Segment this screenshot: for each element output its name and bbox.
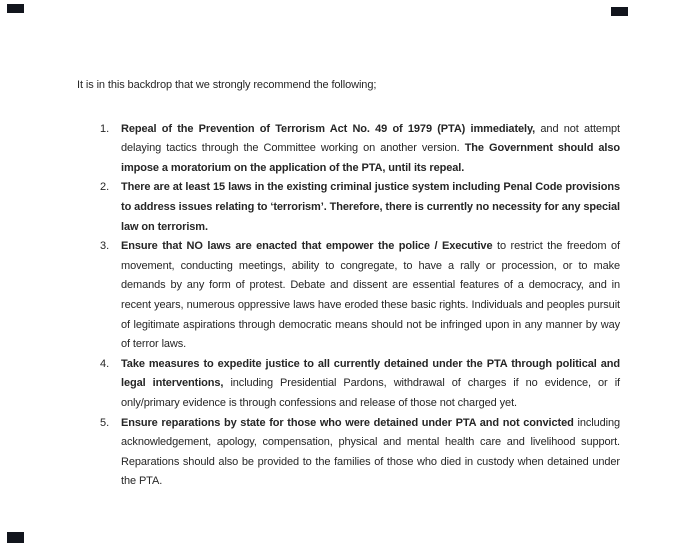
redaction-mark-top-right: [611, 7, 628, 16]
redaction-mark-top-left: [7, 4, 24, 13]
list-item-number: 4.: [100, 357, 110, 370]
list-item-text: [121, 120, 620, 179]
bold-text-run: The Government should also impose a moratorium on the application of the PTA, until its repeal.: [121, 142, 620, 174]
list-item-text: [121, 178, 620, 237]
list-item-text: [121, 237, 620, 355]
text-run: including acknowledgement, apology, compensation, physical and mental health care and livelihood support. Reparations should also be provided to the families of those who died in custody when detained under the PTA.: [121, 416, 620, 488]
list-item: [100, 414, 700, 492]
list-item-number: 3.: [100, 240, 110, 253]
recommendations-list: [0, 120, 700, 492]
bold-text-run: Ensure reparations by state for those who were detained under PTA and not convicted: [121, 416, 574, 429]
list-item-text: [121, 355, 620, 414]
bold-text-run: Repeal of the Prevention of Terrorism Act No. 49 of 1979 (PTA) immediately,: [121, 122, 536, 135]
list-item-number: 1.: [100, 122, 110, 135]
document-content: [0, 76, 700, 492]
list-item: [100, 120, 700, 179]
bold-text-run: Take measures to expedite justice to all currently detained under the PTA through political and legal interventions,: [121, 357, 620, 390]
list-item-text: [121, 414, 620, 492]
list-item: [100, 355, 700, 414]
list-item-number: 5.: [100, 416, 110, 429]
text-run: and not attempt delaying tactics through the Committee working on another version.: [121, 122, 620, 155]
list-item-number: 2.: [100, 181, 110, 194]
bold-text-run: There are at least 15 laws in the existing criminal justice system including Penal Code provisions to address issues relating to ‘terrorism’. Therefore, there is currently no necessity for any special law on terrorism.: [121, 181, 620, 233]
text-run: to restrict the freedom of movement, conducting meetings, ability to congregate, to have a rally or procession, or to make demands by any form of protest. Debate and dissent are essential features of a democracy, and in recent years, numerous oppressive laws have eroded these basic rights. Individuals and peoples pursuit of legitimate aspirations through democratic means should not be infringed upon in any manner by way of terror laws.: [121, 240, 620, 351]
bold-text-run: Ensure that NO laws are enacted that empower the police / Executive: [121, 240, 493, 253]
list-item: [100, 237, 700, 355]
intro-paragraph: It is in this backdrop that we strongly recommend the following;: [77, 79, 377, 91]
list-item: [100, 178, 700, 237]
redaction-mark-bottom-left: [7, 532, 24, 543]
text-run: including Presidential Pardons, withdrawal of charges if no evidence, or if only/primary evidence is through confessions and release of those not charged yet.: [121, 377, 620, 409]
